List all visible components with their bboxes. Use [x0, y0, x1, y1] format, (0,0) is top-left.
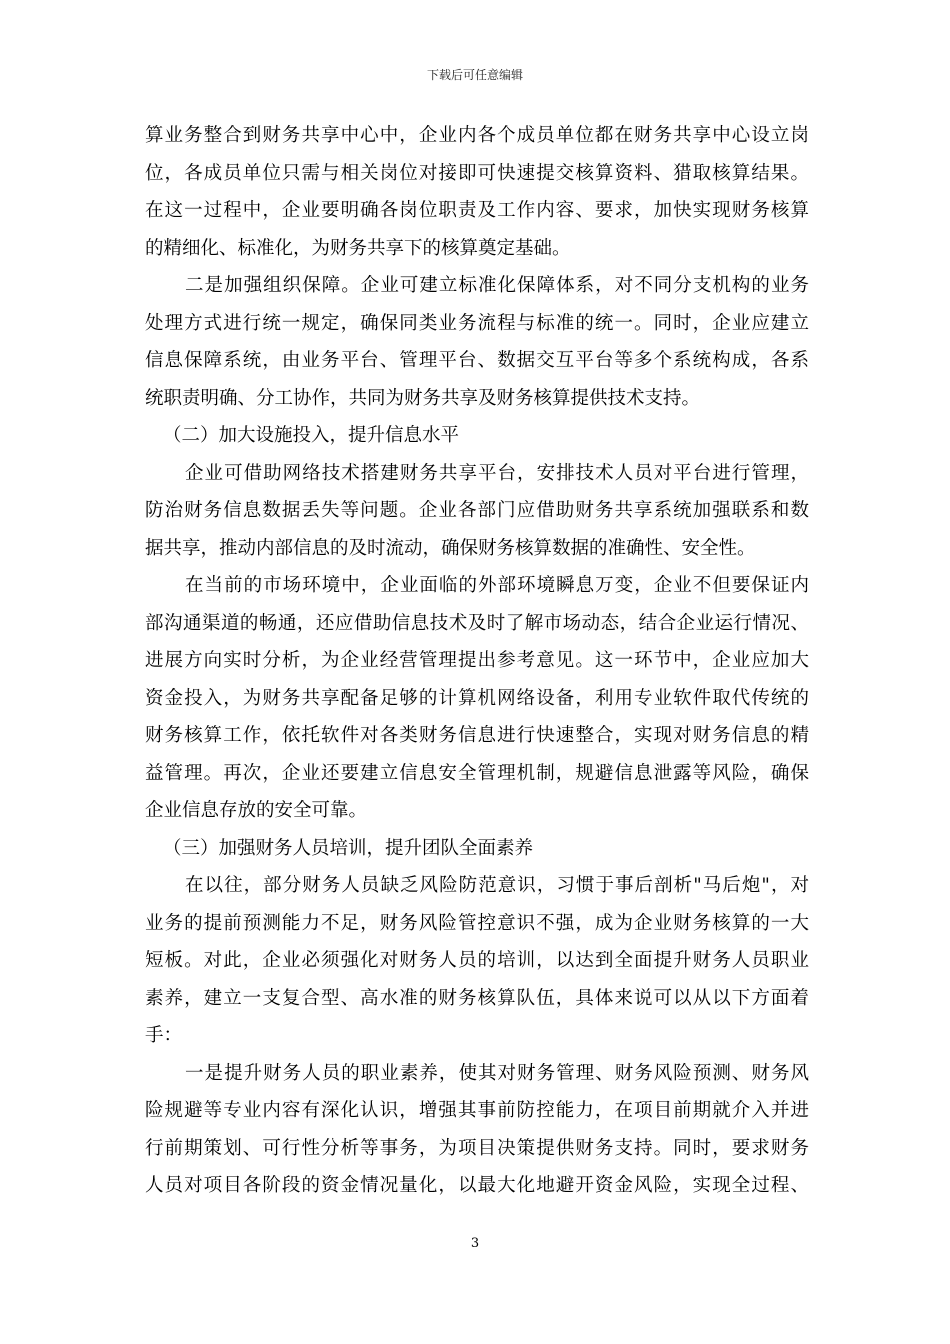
text-line: 统职责明确、分工协作，共同为财务共享及财务核算提供技术支持。: [145, 387, 701, 409]
section-heading: （三）加强财务人员培训，提升团队全面素养: [163, 837, 534, 859]
text-line: 企业信息存放的安全可靠。: [145, 800, 368, 821]
text-line: 财务核算工作，依托软件对各类财务信息进行快速整合，实现对财务信息的精: [145, 725, 809, 746]
text-line: 手：: [145, 1025, 183, 1046]
text-line: 信息保障系统，由业务平台、管理平台、数据交互平台等多个系统构成，各系: [145, 350, 809, 371]
page-header: 下载后可任意编辑: [426, 68, 523, 82]
text-line: 进展方向实时分析，为企业经营管理提出参考意见。这一环节中，企业应加大: [145, 650, 809, 671]
text-line: 短板。对此，企业必须强化对财务人员的培训，以达到全面提升财务人员职业: [145, 950, 809, 971]
text-line: 二是加强组织保障。企业可建立标准化保障体系，对不同分支机构的业务: [185, 275, 809, 296]
text-line: 资金投入，为财务共享配备足够的计算机网络设备，利用专业软件取代传统的: [145, 687, 809, 709]
text-line: 行前期策划、可行性分析等事务，为项目决策提供财务支持。同时，要求财务: [145, 1137, 809, 1159]
text-line: 在这一过程中，企业要明确各岗位职责及工作内容、要求，加快实现财务核算: [145, 200, 809, 221]
text-line: 防治财务信息数据丢失等问题。企业各部门应借助财务共享系统加强联系和数: [145, 500, 809, 521]
text-line: 益管理。再次，企业还要建立信息安全管理机制，规避信息泄露等风险，确保: [145, 762, 809, 784]
text-line: 业务的提前预测能力不足，财务风险管控意识不强，成为企业财务核算的一大: [145, 912, 809, 934]
text-line: 部沟通渠道的畅通，还应借助信息技术及时了解市场动态，结合企业运行情况、: [145, 612, 809, 634]
text-line: 算业务整合到财务共享中心中，企业内各个成员单位都在财务共享中心设立岗: [145, 125, 809, 146]
text-line: 处理方式进行统一规定，确保同类业务流程与标准的统一。同时，企业应建立: [145, 312, 809, 334]
text-line: 位，各成员单位只需与相关岗位对接即可快速提交核算资料、猎取核算结果。: [145, 162, 809, 184]
text-line: 的精细化、标准化，为财务共享下的核算奠定基础。: [145, 237, 571, 259]
page-number: 3: [470, 1236, 480, 1251]
text-line: 险规避等专业内容有深化认识，增强其事前防控能力，在项目前期就介入并进: [145, 1100, 809, 1121]
text-line: 素养，建立一支复合型、高水准的财务核算队伍，具体来说可以从以下方面着: [145, 987, 809, 1009]
text-line: 企业可借助网络技术搭建财务共享平台，安排技术人员对平台进行管理，: [185, 462, 809, 484]
document-body: [145, 117, 809, 1205]
text-line: 据共享，推动内部信息的及时流动，确保财务核算数据的准确性、安全性。: [145, 537, 756, 559]
section-heading: （二）加大设施投入，提升信息水平: [163, 425, 460, 446]
text-line: 在以往，部分财务人员缺乏风险防范意识，习惯于事后剖析"马后炮"，对: [185, 875, 809, 896]
text-line: 在当前的市场环境中，企业面临的外部环境瞬息万变，企业不但要保证内: [185, 575, 809, 596]
text-line: 一是提升财务人员的职业素养，使其对财务管理、财务风险预测、财务风: [185, 1062, 809, 1084]
text-line: 人员对项目各阶段的资金情况量化，以最大化地避开资金风险，实现全过程、: [145, 1175, 809, 1196]
